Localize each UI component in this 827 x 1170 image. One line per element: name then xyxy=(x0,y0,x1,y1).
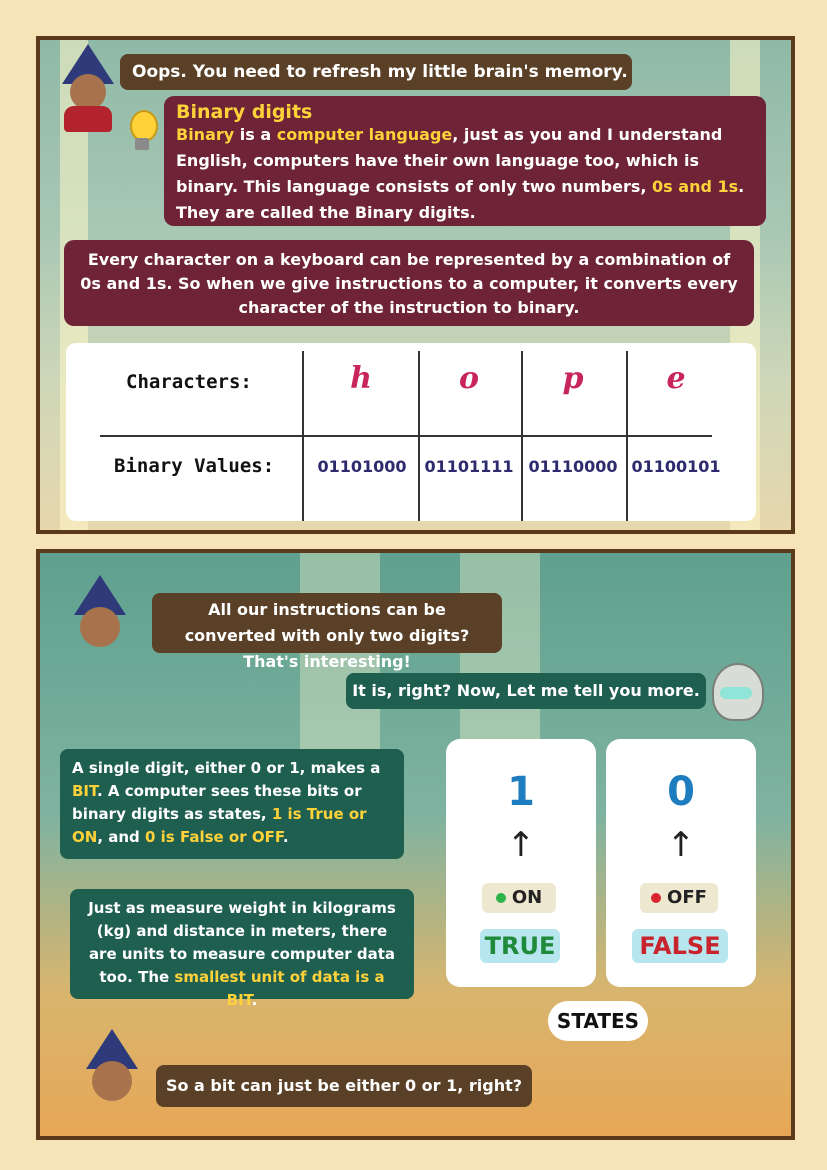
off-switch: OFF xyxy=(640,883,718,913)
char-cell: o xyxy=(458,361,479,396)
speech-bubble-tell-more xyxy=(346,673,706,709)
binary-digits-box xyxy=(164,96,766,226)
speech-text: It is, right? Now, Let me tell you more. xyxy=(352,681,700,700)
explanation-text: Every character on a keyboard can be represented by a combination of 0s and 1s. So when we give instructions to a computer, it converts every character of the instruction to binary. xyxy=(80,250,738,317)
off-state-card xyxy=(606,739,756,987)
wizard-avatar xyxy=(80,1029,144,1109)
speech-bubble-interesting xyxy=(152,593,502,671)
binary-cell: 01100101 xyxy=(631,457,721,476)
binary-digits-title: Binary digits xyxy=(176,101,313,123)
false-label: FALSE xyxy=(632,929,728,963)
off-digit: 0 xyxy=(667,769,695,815)
up-arrow-icon: ↑ xyxy=(666,825,696,865)
wizard-face xyxy=(70,74,106,110)
robot-avatar xyxy=(704,657,768,727)
comic-panel-2 xyxy=(36,549,795,1140)
speech-text: Oops. You need to refresh my little brain's memory. xyxy=(132,62,628,82)
wizard-face xyxy=(80,607,120,647)
on-state-card xyxy=(446,739,596,987)
binary-cell: 01101000 xyxy=(317,457,407,476)
on-digit: 1 xyxy=(507,769,535,815)
char-cell: h xyxy=(350,361,372,396)
char-cell: p xyxy=(562,361,584,396)
binary-values-label: Binary Values: xyxy=(114,455,275,477)
characters-label: Characters: xyxy=(126,371,252,393)
red-dot-icon xyxy=(651,893,661,903)
bit-definition-box: A single digit, either 0 or 1, makes a BIT. A computer sees these bits or binary digits as states, 1 is True or ON, and 0 is False or OFF. xyxy=(60,749,404,859)
binary-cell: 01110000 xyxy=(528,457,618,476)
wizard-cloak xyxy=(64,106,112,132)
speech-text: So a bit can just be either 0 or 1, right? xyxy=(165,1076,523,1095)
speech-text: All our instructions can be converted with only two digits? That's interesting! xyxy=(184,600,470,671)
char-cell: e xyxy=(666,361,686,396)
true-label: TRUE xyxy=(480,929,560,963)
on-switch: ON xyxy=(482,883,556,913)
speech-bubble-refresh xyxy=(120,54,632,90)
explanation-box xyxy=(64,240,754,326)
bit-unit-box: Just as measure weight in kilograms (kg) and distance in meters, there are units to measure computer data too. The smallest unit of data is a BIT. xyxy=(70,889,414,999)
binary-cell: 01101111 xyxy=(424,457,514,476)
states-caption: STATES xyxy=(548,1001,648,1041)
lightbulb-icon xyxy=(122,106,162,162)
wizard-avatar xyxy=(68,575,132,655)
up-arrow-icon: ↑ xyxy=(506,825,536,865)
binary-table xyxy=(66,343,756,521)
table-divider-vertical xyxy=(302,351,304,521)
speech-bubble-bit-question xyxy=(156,1065,532,1107)
wizard-avatar xyxy=(58,44,118,134)
green-dot-icon xyxy=(496,893,506,903)
binary-digits-text: Binary is a computer language, just as you and I understand English, computers have their own language too, which is binary. This language consists of only two numbers, 0s and 1s. They are called the Binary digits. xyxy=(176,125,745,222)
table-divider-horizontal xyxy=(100,435,712,437)
wizard-face xyxy=(92,1061,132,1101)
